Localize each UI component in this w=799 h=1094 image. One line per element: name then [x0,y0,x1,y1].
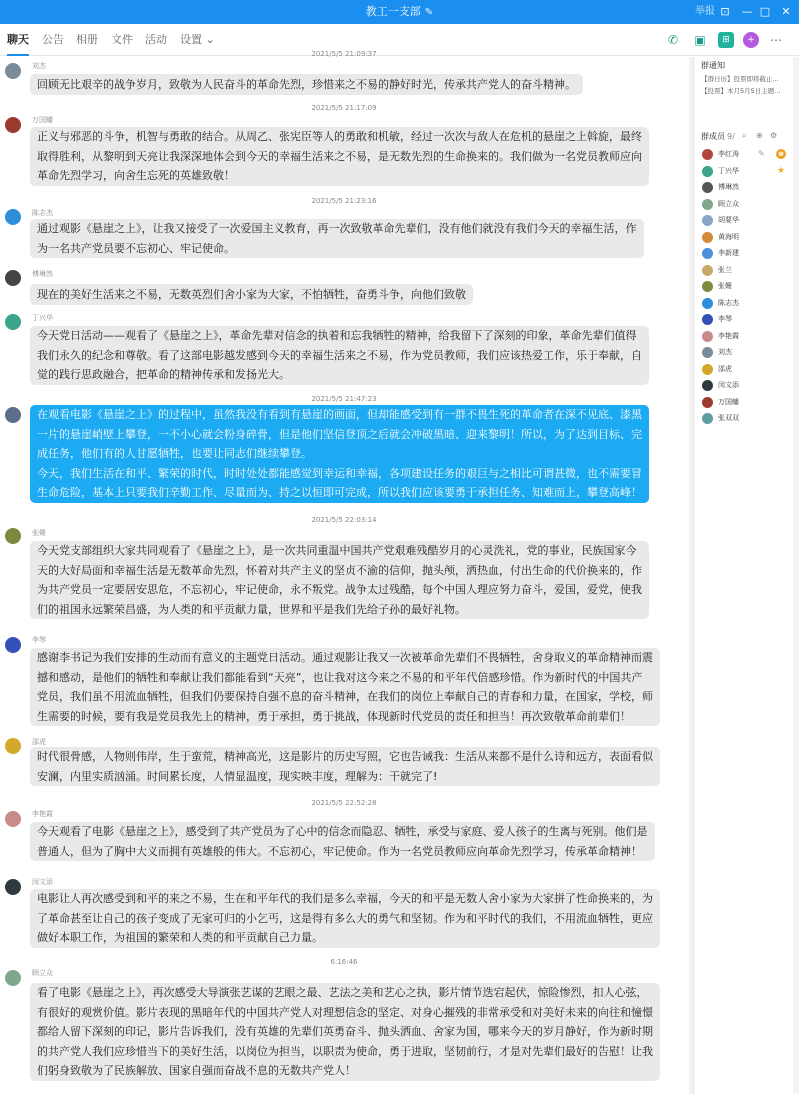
tab-chat[interactable]: 聊天 [7,24,29,56]
message-line: 一片的悬崖峭壁上攀登，一不小心就会粉身碎骨，但是他们坚信登顶之后就会冲破黑暗、迎来黎明！所以，为了达到目标、完 [37,427,642,441]
message-line: 电影让人再次感受到和平的来之不易，生在和平年代的我们是多么幸福，今天的和平是无数人舍小家为大家拼了性命换来的，为 [37,892,653,905]
minimize-icon[interactable]: — [741,5,753,18]
edit-name-icon[interactable]: ✎ [424,7,434,18]
message-bubble[interactable] [30,983,660,1081]
avatar[interactable] [5,117,21,133]
message-bubble[interactable] [30,284,473,305]
member-item[interactable] [701,362,797,378]
member-item[interactable] [701,180,797,196]
message-line: 生需要的时候，要有我是党员我先上的精神，勇于承担，勇于挑战，体现新时代党员的责任和担当！再次致敬革命前辈们！ [37,709,631,723]
member-scrollbar[interactable] [793,57,799,1094]
group-notice-title[interactable]: 群通知 [701,61,725,70]
sender-name: 万国蟠 [32,116,53,124]
admin-badge-icon: ★ [776,165,786,176]
message-bubble[interactable] [30,74,583,95]
message-line: 生命危险，基本上只要我们辛勤工作、尽量而为、持之以恒即可完成，所以我们应该要勇于承担任务、知难而上，攀登高峰！ [37,486,642,499]
member-avatar [702,182,713,193]
sender-name: 李琴 [32,636,46,644]
member-name: 张姗 [718,282,732,290]
member-item[interactable] [701,263,797,279]
member-name: 胡要华 [718,216,739,224]
member-avatar [702,149,713,160]
sender-name: 刘杰 [32,62,46,70]
message-line: 成任务，他们有的人甘愿牺牲，也要让同志们继续攀登。 [37,447,312,460]
message-line: 们躬身致敬为了民族解放、国家自强而奋战不息的无数共产党人！ [37,1064,356,1077]
avatar[interactable] [5,63,21,79]
member-item[interactable] [701,197,797,213]
member-avatar [702,397,713,408]
message-bubble[interactable] [30,405,649,503]
member-name: 李新建 [718,249,739,257]
message-line: 为共产党员一定要居安思危，不忘初心，牢记使命，永不叛党。战争太过残酷，每个中国人理应努力奋斗，爱国，爱党，使我 [37,583,642,596]
member-item[interactable] [701,411,797,427]
sender-name: 傅琳然 [32,270,53,278]
avatar[interactable] [5,738,21,754]
avatar[interactable] [5,314,21,330]
message-line: 做好本职工作，为祖国的繁荣和人类的和平贡献自己力量。 [37,931,323,944]
member-avatar [702,199,713,210]
members-label: 群成员 [701,132,725,141]
close-icon[interactable]: ✕ [781,5,791,18]
tab-announcement[interactable]: 公告 [42,33,64,46]
message-line: 今天观看了电影《悬崖之上》，感受到了共产党员为了心中的信念而隐忍、牺牲，承受与家庭、爱人孩子的生离与死别。他们是 [37,825,648,838]
avatar[interactable] [5,407,21,423]
message-line: 安澜，内里实质汹涌。时间累长度，人情显温度，现实映丰度，理解为：干就完了! [37,769,438,783]
message-line: 普通人，但为了胸中大义而拥有英雄般的伟大。不忘初心，牢记使命。作为一名党员教师应向革命先烈学习，传承革命精神！ [37,844,642,858]
message-line: 觉的践行思政融合，把革命的精神传承和发扬光大。 [37,368,290,381]
message-bubble[interactable] [30,127,649,186]
message-line: 取得胜利，从黎明到天亮让我深深地体会到今天的幸福生活来之不易，是无数先烈的生命换来的。我们做为一名党员教师应向 [37,149,642,163]
member-avatar [702,314,713,325]
member-item[interactable] [701,345,797,361]
message-bubble[interactable] [30,889,660,948]
member-name: 李红涛 [718,150,739,158]
members-count: 9/ [727,132,735,141]
phone-icon[interactable]: ✆ [665,32,681,48]
owner-badge-icon: ♚ [777,150,785,158]
member-item[interactable] [701,279,797,295]
member-item[interactable] [701,296,797,312]
sender-name: 张姗 [32,529,46,537]
sender-name: 闵文添 [32,878,53,886]
member-avatar [702,166,713,177]
sender-name: 陈志杰 [32,209,53,217]
member-name: 张兰 [718,265,732,274]
member-avatar [702,413,713,424]
member-avatar [702,248,713,259]
message-timestamp: 2021/5/5 22:03:14 [311,516,377,524]
member-name: 闵文添 [718,381,739,389]
message-line: 为一名共产党员要不忘初心、牢记使命。 [37,241,235,255]
avatar[interactable] [5,209,21,225]
invite-member-icon[interactable]: ⊕ [756,131,763,140]
avatar[interactable] [5,879,21,895]
avatar[interactable] [5,270,21,286]
group-info-panel [693,57,799,1094]
message-line: 时代很骨感，人物则伟岸，生于蛮荒，精神高光，这是影片的历史写照，它也告诫我：生活从来都不是什么诗和远方，表面看似 [37,750,653,763]
member-avatar [702,265,713,276]
title-bar [0,0,799,24]
member-name: 李艳霞 [718,331,739,340]
sender-name: 顾立众 [32,969,53,977]
avatar[interactable] [5,970,21,986]
message-line: 今天党支部组织大家共同观看了《悬崖之上》，是一次共同重温中国共产党艰难残酷岁月的心灵洗礼，党的事业，民族国家今 [37,544,637,557]
member-item[interactable] [701,329,797,345]
message-bubble[interactable] [30,747,660,786]
message-line: 有很好的观赏价值。影片表现的黑暗年代的中国共产党人对理想信念的坚定、对身心摧残的非常承受和对美好未来的向往和憧憬 [37,1005,653,1019]
member-avatar [702,298,713,309]
sender-name: 丁兴华 [32,314,53,322]
avatar[interactable] [5,811,21,827]
member-name: 傅琳然 [718,183,739,191]
tab-files[interactable]: 文件 [111,33,133,46]
member-settings-icon[interactable]: ⚙ [770,131,778,140]
member-name: 陈志杰 [718,298,739,307]
more-icon[interactable]: ⋯ [770,33,782,47]
pin-icon[interactable]: ⊡ [720,5,730,18]
member-item[interactable] [701,164,797,180]
member-item[interactable] [701,213,797,229]
message-line: 们的祖国永远繁荣昌盛，为人类的和平贡献力量，世界和平是我们先给子孙的最好礼物。 [37,602,466,616]
screen-share-icon[interactable]: ⊞ [718,32,734,48]
message-line: 都给人留下深刻的印记，影片告诉我们，没有英雄的先辈们英勇奋斗、抛头洒血、舍家为国，哪来今天的岁月静好，作为新时期 [37,1025,653,1038]
message-timestamp: 2021/5/5 21:09:37 [311,50,377,58]
member-avatar [702,380,713,391]
member-avatar [702,347,713,358]
member-item[interactable] [701,246,797,262]
member-name: 张双双 [718,414,739,422]
group-notice-item[interactable]: 【群日历】投票即将截止... [701,75,779,83]
message-timestamp: 2021/5/5 22:52:28 [311,799,377,807]
message-line: 感谢李书记为我们安排的生动而有意义的主题党日活动。通过观影让我又一次被革命先辈们不畏牺牲，舍身取义的革命精神而震 [37,651,653,664]
member-name: 顾立众 [718,199,739,208]
message-line: 撼和感动，是他们的牺牲和奉献让我们都能看到“天亮”，也让我对这今来之不易的和平年代倍感珍惜。作为新时代的中国共产 [37,670,643,684]
message-line: 革命先烈学习，向舍生忘死的英雄致敬！ [37,169,235,182]
message-line: 今天党日活动——观看了《悬崖之上》，革命先辈对信念的执着和忘我牺牲的精神，给我留下了深刻的印象，革命先辈们值得 [37,329,637,342]
message-line: 在观看电影《悬崖之上》的过程中，虽然我没有看到有悬崖的画面，但却能感受到有一群不畏生死的革命者在深不见底、漆黑 [37,408,642,421]
window-title: 教工一支部 [365,5,421,18]
message-bubble[interactable] [30,219,644,258]
message-line: 正义与邪恶的斗争，机智与勇敢的结合。从周乙、张宪臣等人的勇敢和机敏，经过一次次与敌人在危机的悬崖之上斡旋，最终 [37,130,642,143]
sender-name: 邵虎 [32,738,46,746]
member-avatar [702,215,713,226]
message-bubble[interactable] [30,326,649,385]
message-bubble[interactable] [30,541,649,619]
member-search-icon[interactable]: ⌕ [742,131,747,140]
message-line: 我们永久的纪念和尊敬。看了这部电影越发感到今天的幸福生活来之不易，作为党员教师，我们应该热爱工作，乐于奉献，自 [37,348,642,362]
message-line: 现在的美好生活来之不易，无数英烈们舍小家为大家，不怕牺牲，奋勇斗争，向他们致敬 [37,288,466,301]
message-timestamp: 2021/5/5 21:47:23 [311,395,377,403]
avatar[interactable] [5,528,21,544]
chat-history[interactable] [0,50,688,1094]
member-name: 丁兴华 [718,166,739,175]
message-line: 天的大好局面和幸福生活是无数革命先烈，怀着对共产主义的坚贞不渝的信仰，抛头颅，洒热血，付出生命的代价换来的，作 [37,563,642,577]
member-name: 黄海明 [718,232,739,241]
member-name: 万国蟠 [718,397,739,406]
message-timestamp: 2021/5/5 21:23:16 [311,197,377,205]
message-timestamp: 2021/5/5 21:17:09 [311,104,377,112]
member-name: 邵虎 [718,364,732,373]
message-timestamp: 6:16:46 [330,958,358,966]
sender-name: 李艳霞 [32,810,53,818]
window-title-area [0,0,799,25]
member-avatar [702,281,713,292]
member-name: 李琴 [718,315,732,323]
group-notice-item[interactable]: 【投票】本月5月5日主题... [701,87,781,95]
report-link[interactable]: 举报 [695,6,715,17]
message-line: 今天，我们生活在和平、繁荣的时代，时时处处都能感觉到幸运和幸福，各项建设任务的艰巨与之相比可谓甚微，也不需要冒 [37,466,642,480]
members-header [701,131,735,142]
message-bubble[interactable] [30,822,655,861]
member-name: 刘杰 [718,348,732,356]
member-avatar [702,331,713,342]
member-item[interactable] [701,147,797,163]
member-item[interactable] [701,230,797,246]
add-icon[interactable]: + [743,32,759,48]
member-item[interactable] [701,378,797,394]
message-line: 通过观影《悬崖之上》，让我又接受了一次爱国主义教育，再一次致敬革命先辈们，没有他们就没有我们今天的幸福生活，作 [37,222,637,235]
video-icon[interactable]: ▣ [692,32,708,48]
edit-card-icon[interactable]: ✎ [758,149,765,158]
tab-activity[interactable]: 活动 [145,33,167,46]
message-line: 回顾无比艰辛的战争岁月，致敬为人民奋斗的革命先烈，珍惜来之不易的静好时光，传承共产党人的奋斗精神。 [37,78,576,91]
member-avatar [702,232,713,243]
avatar[interactable] [5,637,21,653]
message-line: 看了电影《悬崖之上》，再次感受大导演张艺谋的艺眼之最、艺法之美和艺心之执，影片情节迭宕起伏，惊险惨烈，扣人心弦， [37,986,648,999]
member-avatar [702,364,713,375]
member-item[interactable] [701,312,797,328]
tab-album[interactable]: 相册 [76,33,98,46]
tab-settings[interactable]: 设置 ⌄ [180,33,215,46]
message-line: 的共产党人我们应珍惜当下的美好生活，以岗位为担当，以职责为使命，勇于进取，坚韧前行，才是对先辈们最好的告慰！让我 [37,1044,653,1058]
maximize-icon[interactable]: □ [759,5,771,18]
message-line: 了革命甚至让自己的孩子变成了无家可归的小乞丐，这是得有多么大的勇气和坚韧。作为和平时代的我们，不用流血牺牲，更应 [37,911,653,925]
member-item[interactable] [701,395,797,411]
message-bubble[interactable] [30,648,660,726]
message-line: 党员，我们虽不用流血牺牲，但我们仍要保持自强不息的奋斗精神，在我们的岗位上奉献自己的青春和力量，在国家，学校，师 [37,690,653,703]
